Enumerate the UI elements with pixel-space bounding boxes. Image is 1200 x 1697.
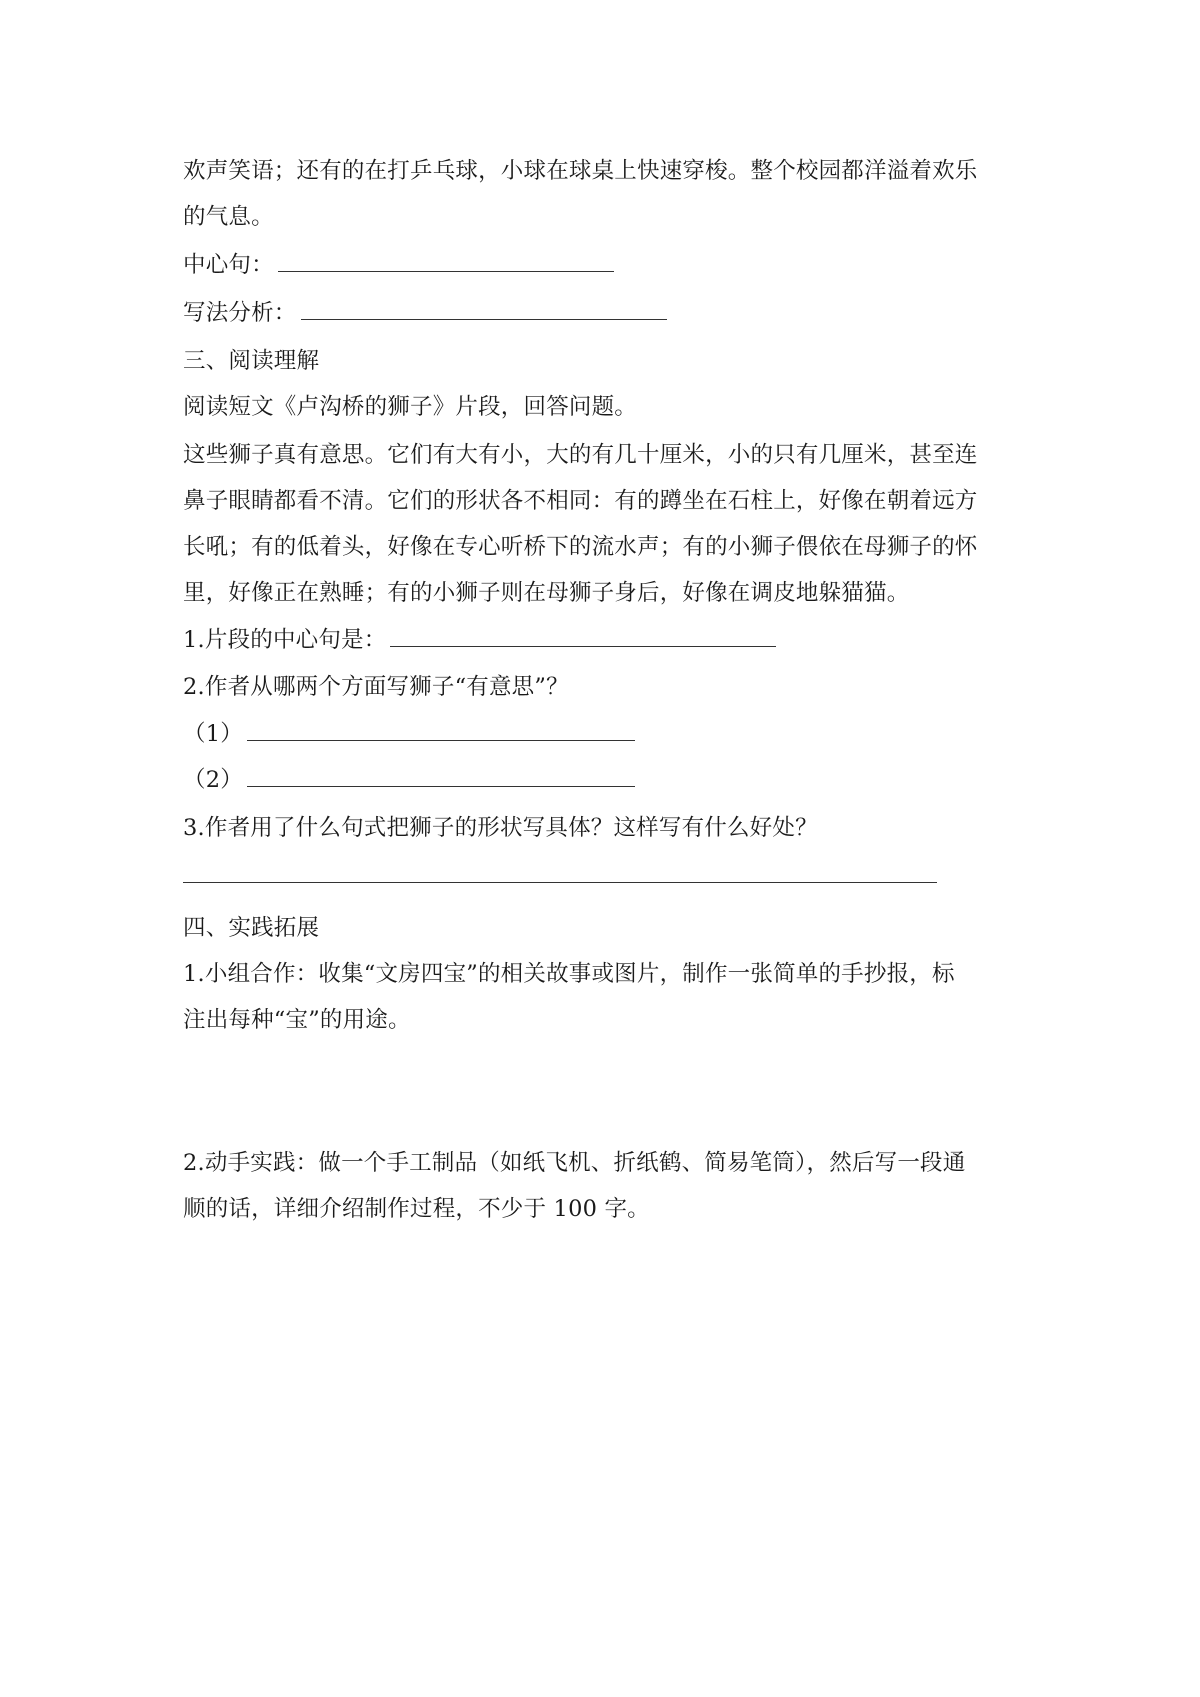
section3-instruction: 阅读短文《卢沟桥的狮子》片段，回答问题。 [183,394,638,420]
question-2-sub1-row [183,711,635,757]
question-2-sub2-row [183,757,635,803]
passage-line-1: 这些狮子真有意思。它们有大有小，大的有几十厘米，小的只有几厘米，甚至连 [183,442,978,468]
question-2-sub2-label: （2） [183,767,243,793]
question-3-answer-line[interactable] [183,882,937,883]
question-1-blank[interactable] [390,624,776,647]
writing-analysis-blank[interactable] [301,297,667,320]
practice-item-1-line-1: 1.小组合作：收集“文房四宝”的相关故事或图片，制作一张简单的手抄报，标 [183,961,955,987]
section3-heading: 三、阅读理解 [183,348,320,374]
continuation-line-2: 的气息。 [183,204,274,230]
question-2: 2.作者从哪两个方面写狮子“有意思”？ [183,674,569,700]
question-2-sub1-blank[interactable] [247,718,635,741]
question-2-sub2-blank[interactable] [247,764,635,787]
writing-analysis-row [183,290,667,336]
central-sentence-blank[interactable] [278,249,614,272]
practice-item-1-line-2: 注出每种“宝”的用途。 [183,1007,411,1033]
section4-heading: 四、实践拓展 [183,915,320,941]
writing-analysis-label: 写法分析： [183,300,297,326]
central-sentence-row [183,242,614,288]
practice-item-2-line-1: 2.动手实践：做一个手工制品（如纸飞机、折纸鹤、简易笔筒），然后写一段通 [183,1150,966,1176]
question-3: 3.作者用了什么句式把狮子的形状写具体？这样写有什么好处？ [183,815,818,841]
question-1: 1.片段的中心句是： [183,627,387,653]
passage-line-4: 里，好像正在熟睡；有的小狮子则在母狮子身后，好像在调皮地躲猫猫。 [183,580,910,606]
practice-item-2-line-2: 顺的话，详细介绍制作过程，不少于 100 字。 [183,1196,650,1222]
question-1-row [183,617,776,663]
question-2-sub1-label: （1） [183,721,243,747]
continuation-line-1: 欢声笑语；还有的在打乒乓球，小球在球桌上快速穿梭。整个校园都洋溢着欢乐 [183,158,978,184]
passage-line-3: 长吼；有的低着头，好像在专心听桥下的流水声；有的小狮子偎依在母狮子的怀 [183,534,978,560]
central-sentence-label: 中心句： [183,252,274,278]
passage-line-2: 鼻子眼睛都看不清。它们的形状各不相同：有的蹲坐在石柱上，好像在朝着远方 [183,488,978,514]
